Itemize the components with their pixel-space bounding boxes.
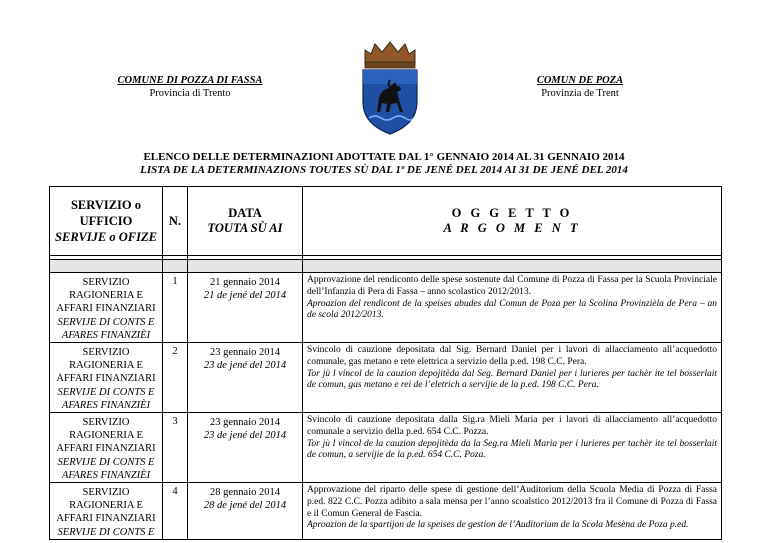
province-it: Provincia di Trento — [149, 88, 231, 99]
coat-of-arms-icon — [357, 40, 423, 136]
header-service-l3: SERVIJE o OFIZE — [55, 230, 157, 244]
table-row — [50, 343, 722, 413]
date-lad: 23 de jené del 2014 — [203, 430, 287, 442]
service-it: SERVIZIO RAGIONERIA E AFFARI FINANZIARI — [56, 417, 156, 455]
determinations-table — [49, 186, 722, 540]
date-lad: 28 de jené del 2014 — [203, 500, 287, 512]
subject-it: Svincolo di cauzione depositata dalla Sig.ra Mieli Maria per i lavori di allacciamento all’acquedotto comunale a servizio della p.ed. 654 C.C. Pozza. — [307, 415, 717, 437]
subject-lad: Tor jù l vincol de la cauzion depojitèda dal Seg. Bernard Daniel per i lurieres per tachèr ite tel bosserlait de comun, gas metano e rei de l’eletrich a servijie de la p.ed. 198 C.C. Pera. — [307, 368, 717, 391]
row-date — [188, 273, 303, 343]
service-lad: SERVIJE DI CONTS E AFARES FINANZIÈI — [57, 456, 155, 481]
service-it: SERVIZIO RAGIONERIA E AFFARI FINANZIARI — [56, 347, 156, 385]
row-service — [50, 273, 163, 343]
subject-lad: Tor jù l vincol de la cauzion depojitèda da la Seg.ra Mieli Maria per i lurieres per tachèr ite tel bosserlait de comun, a servijie de la p.ed. 654 C.C. Poza. — [307, 438, 717, 461]
row-number: 3 — [163, 413, 188, 483]
service-it: SERVIZIO RAGIONERIA E AFFARI FINANZIARI — [56, 277, 156, 315]
row-subject — [303, 413, 722, 483]
date-lad: 23 de jené del 2014 — [203, 360, 287, 372]
subject-it: Approvazione del rendiconto delle spese sostenute dal Comune di Pozza di Fassa per la Scuola Provinciale dell’Infanzia di Pera di Fassa – anno scolastico 2012/2013. — [307, 275, 717, 297]
subject-it: Approvazione del riparto delle spese di gestione dell’Auditorium della Scuola Media di Pozza di Fassa p.ed. 822 C.C. Pozza adibito a sala mensa per l’anno scoalstico 2012/2013 fra il Comune di Pozza di Fassa e il Comun General de Fascia. — [307, 485, 717, 519]
subject-lad: Aproazion de la spartijon de la speises de gestion de l’Auditorium de la Scola Mesèna de Poza p.ed. — [307, 520, 689, 531]
row-subject — [303, 483, 722, 540]
header-subject — [303, 187, 722, 256]
header-service-l1: SERVIZIO o — [70, 198, 142, 212]
shaded-row — [50, 260, 722, 273]
date-lad: 21 de jené del 2014 — [203, 290, 287, 301]
header-right — [470, 74, 690, 100]
header-subject-l1: O G G E T T O — [451, 206, 573, 220]
header-subject-l2: A R G O M E N T — [443, 221, 581, 235]
row-number: 4 — [163, 483, 188, 540]
service-lad: SERVIJE DI CONTS E AFARES FINANZIÈI — [57, 316, 155, 341]
province-lad: Provinzia de Trent — [541, 88, 619, 99]
document-title: ELENCO DELLE DETERMINAZIONI ADOTTATE DAL 1° GENNAIO 2014 AL 31 GENNAIO 2014 — [143, 151, 625, 163]
date-it: 21 gennaio 2014 — [210, 277, 280, 288]
row-date — [188, 413, 303, 483]
table-row — [50, 413, 722, 483]
table-header-row — [50, 187, 722, 256]
subject-it: Svincolo di cauzione depositata dal Sig. Bernard Daniel per i lavori di allacciamento all’acquedotto comunale, gas metano e rete elettrica a servizio della p.ed. 198 C.C. Pera. — [307, 345, 717, 367]
subject-lad: Aproazion del rendicont de la speises abudes dal Comun de Poza per la Scolina Provinzièla de Pera – an de scola 2012/2013. — [307, 298, 717, 321]
row-service — [50, 483, 163, 540]
row-date — [188, 343, 303, 413]
date-it: 23 gennaio 2014 — [210, 347, 280, 359]
header-service-l2: UFFICIO — [79, 214, 133, 228]
row-date — [188, 483, 303, 540]
row-service — [50, 343, 163, 413]
table-row — [50, 483, 722, 540]
comune-name-lad: COMUN DE POZA — [536, 75, 624, 86]
header-service — [50, 187, 163, 256]
document-title-ladin: LISTA DE LA DETERMINAZIONS TOUTES SÙ DAL 1º DE JENÉ DEL 2014 AI 31 DE JENÉ DEL 2014 — [140, 164, 628, 176]
service-it: SERVIZIO RAGIONERIA E AFFARI FINANZIARI — [56, 487, 156, 525]
row-service — [50, 413, 163, 483]
date-it: 28 gennaio 2014 — [210, 487, 280, 499]
row-number: 1 — [163, 273, 188, 343]
header-left — [80, 74, 300, 100]
header-date — [188, 187, 303, 256]
row-number: 2 — [163, 343, 188, 413]
header-number: N. — [163, 187, 188, 256]
table-row — [50, 273, 722, 343]
row-subject — [303, 273, 722, 343]
service-lad: SERVIJE DI CONTS E — [57, 526, 155, 538]
row-subject — [303, 343, 722, 413]
comune-name-it: COMUNE DI POZZA DI FASSA — [117, 75, 263, 86]
date-it: 23 gennaio 2014 — [210, 417, 280, 429]
header-date-l1: DATA — [228, 206, 262, 220]
header-date-l2: TOUTA SÙ AI — [207, 221, 283, 235]
service-lad: SERVIJE DI CONTS E AFARES FINANZIÈI — [57, 386, 155, 411]
